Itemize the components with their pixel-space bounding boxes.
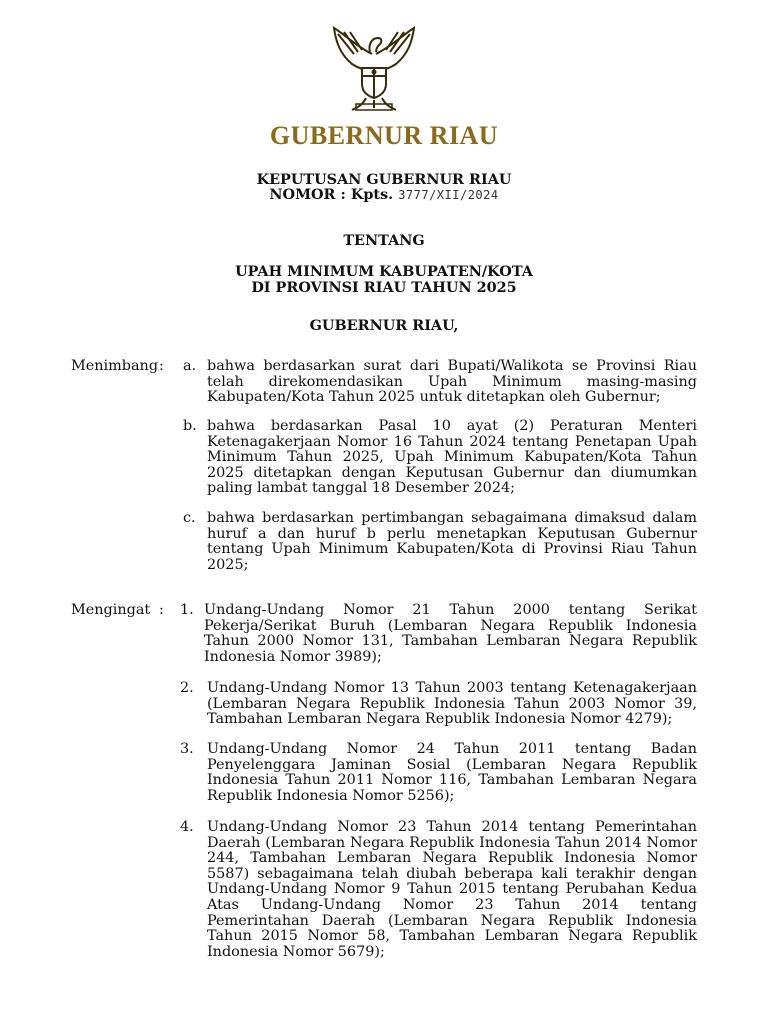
decree-number: [0, 187, 768, 204]
about-heading: TENTANG: [343, 232, 425, 249]
menimbang-item-c: bahwa berdasarkan pertimbangan sebagaimana dimaksud dalam huruf a dan huruf b perlu menetapkan Keputusan Gubernur tentang Upah Minimum Kabupaten/Kota di Provinsi Riau Tahun 2025;: [207, 510, 697, 573]
mengingat-colon: :: [159, 602, 164, 618]
subject-line-1: UPAH MINIMUM KABUPATEN/KOTA: [235, 263, 533, 280]
menimbang-marker-a: a.: [183, 358, 197, 374]
governor-letterhead: GUBERNUR RIAU: [269, 121, 499, 150]
menimbang-colon: :: [159, 358, 164, 374]
mengingat-marker-2: 2.: [180, 680, 194, 696]
subject-line-2: DI PROVINSI RIAU TAHUN 2025: [251, 279, 517, 296]
decree-number-value: 3777/XII/2024: [398, 188, 499, 202]
mengingat-label: Mengingat: [71, 602, 151, 618]
mengingat-marker-4: 4.: [180, 819, 194, 835]
mengingat-item-1: Undang-Undang Nomor 21 Tahun 2000 tentang Serikat Pekerja/Serikat Buruh (Lembaran Negara Republik Indonesia Tahun 2000 Nomor 131, Tambahan Lembaran Negara Republik Indonesia Nomor 3989);: [204, 602, 697, 665]
menimbang-marker-c: c.: [183, 510, 196, 526]
mengingat-marker-1: 1.: [180, 602, 194, 618]
mengingat-marker-3: 3.: [180, 741, 194, 757]
mengingat-item-4: Undang-Undang Nomor 23 Tahun 2014 tentang Pemerintahan Daerah (Lembaran Negara Republik Indonesia Tahun 2014 Nomor 244, Tambahan Lembaran Negara Republik Indonesia Nomor 5587) sebagaimana telah diubah beberapa kali terakhir dengan Undang-Undang Nomor 9 Tahun 2015 tentang Perubahan Kedua Atas Undang-Undang Nomor 23 Tahun 2014 tentang Pemerintahan Daerah (Lembaran Negara Republik Indonesia Tahun 2015 Nomor 58, Tambahan Lembaran Negara Republik Indonesia Nomor 5679);: [207, 819, 697, 960]
menimbang-marker-b: b.: [183, 418, 197, 434]
menimbang-label: Menimbang: [71, 358, 159, 374]
issuer-heading: GUBERNUR RIAU,: [309, 317, 459, 334]
garuda-emblem-icon: [326, 24, 422, 116]
decree-title: KEPUTUSAN GUBERNUR RIAU: [256, 171, 512, 188]
menimbang-item-b: bahwa berdasarkan Pasal 10 ayat (2) Peraturan Menteri Ketenagakerjaan Nomor 16 Tahun 2024 tentang Penetapan Upah Minimum Tahun 2025, Upah Minimum Kabupaten/Kota Tahun 2025 ditetapkan dengan Keputusan Gubernur dan diumumkan paling lambat tanggal 18 Desember 2024;: [207, 418, 697, 497]
menimbang-item-a: bahwa berdasarkan surat dari Bupati/Walikota se Provinsi Riau telah direkomendasikan Upah Minimum masing-masing Kabupaten/Kota Tahun 2025 untuk ditetapkan oleh Gubernur;: [207, 358, 697, 406]
mengingat-item-3: Undang-Undang Nomor 24 Tahun 2011 tentang Badan Penyelenggara Jaminan Sosial (Lembaran Negara Republik Indonesia Tahun 2011 Nomor 116, Tambahan Lembaran Negara Republik Indonesia Nomor 5256);: [207, 741, 697, 804]
mengingat-item-2: Undang-Undang Nomor 13 Tahun 2003 tentang Ketenagakerjaan (Lembaran Negara Republik Indonesia Tahun 2003 Nomor 39, Tambahan Lembaran Negara Republik Indonesia Nomor 4279);: [207, 680, 697, 728]
decree-number-label: NOMOR : Kpts.: [269, 186, 394, 203]
